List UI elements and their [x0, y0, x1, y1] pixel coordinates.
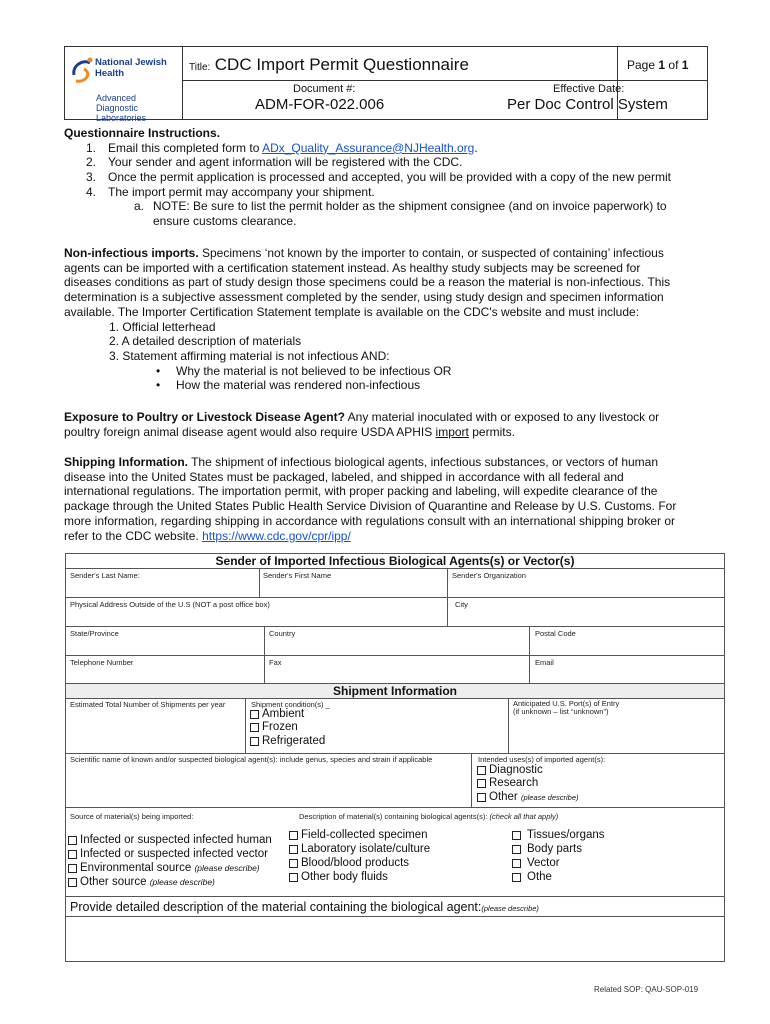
other-use-checkbox[interactable]: Other (please describe): [477, 791, 579, 803]
page-indicator: Page 1 of 1: [627, 58, 689, 72]
refrigerated-checkbox[interactable]: Refrigerated: [250, 735, 325, 747]
list-item: • How the material was rendered non-infectious: [156, 378, 421, 393]
research-checkbox[interactable]: Research: [477, 777, 538, 789]
instructions-heading: Questionnaire Instructions.: [64, 126, 221, 140]
source-environmental-checkbox[interactable]: Environmental source (please describe): [68, 862, 260, 874]
desc-field-collected-checkbox[interactable]: Field-collected specimen: [289, 829, 428, 841]
noninfectious-heading: Non-infectious imports.: [64, 246, 199, 260]
noninfectious-section: Non-infectious imports. Specimens ‘not known by the importer to contain, or suspected of containing’ infectious agents can be imported with a certification statement instead. As healthy study subjects may be screened for diseases conditions as part of study design those specimens could be a reason the material is non-infectious. This determination is a subjective assessment completed by the sender, using study design and specimen information available. The Importer Certification Statement template is available on the CDC's website and must include: 1. Official letterhead 2. A detailed description of materials 3. Statement affirming material is not infectious AND: • Why the material is not believed to be infectious OR • How the material was rendered non-infectious: [64, 246, 724, 393]
list-item: • Why the material is not believed to be infectious OR: [156, 363, 452, 378]
sender-state-field[interactable]: State/Province: [65, 626, 265, 656]
desc-blood-checkbox[interactable]: Blood/blood products: [289, 857, 409, 869]
shipping-section: Shipping Information. The shipment of infectious biological agents, infectious substances, or vectors of human disease into the United States must be packaged, labeled, and shipped in accordance with all federal and international regulations. The importation permit, with proper packing and labeling, will expedite clearance of the package through the United States Public Health Service Division of Quarantine and Release by U.S. Customs. For more information, regarding shipping in accordance with regulations consult with an international shipping broker or refer to the CDC website. https://www.cdc.gov/cpr/ipp/: [64, 455, 677, 543]
ports-of-entry-field[interactable]: Anticipated U.S. Port(s) of Entry (if unknown – list “unknown”): [508, 698, 725, 754]
detailed-description-field[interactable]: Provide detailed description of the material containing the biological agent:(please describe): [65, 896, 725, 962]
sender-fax-field[interactable]: Fax: [264, 655, 530, 684]
source-vector-checkbox[interactable]: Infected or suspected infected vector: [68, 848, 268, 860]
scientific-name-field[interactable]: Scientific name of known and/or suspected biological agent(s): include genus, species and strain if applicable: [65, 753, 472, 808]
ambient-checkbox[interactable]: Ambient: [250, 708, 304, 720]
frozen-checkbox[interactable]: Frozen: [250, 721, 298, 733]
exposure-section: Exposure to Poultry or Livestock Disease Agent? Any material inoculated with or exposed to any livestock or poultry foreign animal disease agent would also require USDA APHIS import permits.: [64, 410, 660, 439]
desc-lab-isolate-checkbox[interactable]: Laboratory isolate/culture: [289, 843, 430, 855]
sender-section-heading: Sender of Imported Infectious Biological Agents(s) or Vector(s): [65, 553, 725, 569]
logo-name: National Jewish Health: [95, 57, 167, 79]
form-title: [189, 55, 469, 75]
sender-country-field[interactable]: Country: [264, 626, 530, 656]
sender-postal-field[interactable]: Postal Code: [529, 626, 725, 656]
list-item: 2. Your sender and agent information will be registered with the CDC.: [86, 155, 463, 170]
list-item: a. NOTE: Be sure to list the permit holder as the shipment consignee (and on invoice paperwork) to: [134, 199, 667, 214]
sender-email-field[interactable]: Email: [529, 655, 725, 684]
eff-date-value: Per Doc Control System: [507, 96, 668, 113]
source-other-checkbox[interactable]: Other source (please describe): [68, 876, 215, 888]
desc-vector-checkbox[interactable]: Vector: [512, 857, 560, 869]
source-description-cell: Source of material(s) being imported: Description of material(s) containing biological agents(s): (check all that apply) Infected or suspected infected human Infected or suspected infected vector Environmental source (please describe) Other source (please describe) Field-collected specimen Laboratory isolate/culture Blood/blood products Other body fluids Tissues/organs Body parts Vector Othe: [65, 807, 725, 897]
doc-num-value: ADM-FOR-022.006: [255, 96, 385, 113]
logo-mark-icon: [70, 55, 94, 85]
related-sop: Related SOP: QAU-SOP-019: [594, 985, 699, 994]
list-item: 3. Once the permit application is processed and accepted, you will be provided with a copy of the new permit: [86, 170, 671, 185]
exposure-heading: Exposure to Poultry or Livestock Disease Agent?: [64, 410, 345, 424]
cdc-website-link[interactable]: https://www.cdc.gov/cpr/ipp/: [202, 528, 351, 543]
qa-email-link[interactable]: ADx_Quality_Assurance@NJHealth.org: [262, 140, 475, 155]
desc-body-fluids-checkbox[interactable]: Other body fluids: [289, 871, 388, 883]
sender-phone-field[interactable]: Telephone Number: [65, 655, 265, 684]
logo: [67, 49, 179, 123]
list-item: 4. The import permit may accompany your shipment.: [86, 184, 375, 199]
desc-body-parts-checkbox[interactable]: Body parts: [512, 843, 582, 855]
sender-first-name-field[interactable]: Sender's First Name: [259, 568, 448, 598]
shipment-condition-cell: Shipment condition(s) _ Ambient Frozen Refrigerated: [245, 698, 509, 754]
shipment-section-heading: Shipment Information: [65, 683, 725, 699]
eff-date-label: Effective Date:: [553, 83, 625, 95]
intended-uses-cell: Intended uses(s) of imported agent(s): Diagnostic Research Other (please describe): [471, 753, 725, 808]
shipping-heading: Shipping Information.: [64, 455, 188, 469]
sender-last-name-field[interactable]: Sender's Last Name:: [65, 568, 260, 598]
sender-address-field[interactable]: Physical Address Outside of the U.S (NOT a post office box): [65, 597, 448, 627]
list-item: 1. Email this completed form to ADx_Quality_Assurance@NJHealth.org.: [86, 140, 478, 155]
sender-org-field[interactable]: Sender's Organization: [447, 568, 725, 598]
desc-other-checkbox[interactable]: Othe: [512, 871, 552, 883]
est-shipments-field[interactable]: Estimated Total Number of Shipments per year: [65, 698, 246, 754]
logo-subtitle: Advanced Diagnostic Laboratories: [96, 93, 147, 123]
desc-tissues-checkbox[interactable]: Tissues/organs: [512, 829, 605, 841]
source-human-checkbox[interactable]: Infected or suspected infected human: [68, 834, 272, 846]
instructions-section: Questionnaire Instructions. 1. Email this completed form to ADx_Quality_Assurance@NJHealth.org. 2. Your sender and agent information will be registered with the CDC. 3. Once the permit application is processed and accepted, you will be provided with a copy of the new permit 4. The import permit may accompany your shipment. a. NOTE: Be sure to list the permit holder as the shipment consignee (and on invoice paperwork) to ensure customs clearance.: [64, 126, 724, 229]
doc-num-label: Document #:: [293, 83, 356, 95]
document-header: [64, 46, 708, 123]
diagnostic-checkbox[interactable]: Diagnostic: [477, 764, 543, 776]
title-label: Title:: [189, 62, 211, 73]
title-value: CDC Import Permit Questionnaire: [214, 55, 469, 74]
sender-city-field[interactable]: City: [447, 597, 725, 627]
